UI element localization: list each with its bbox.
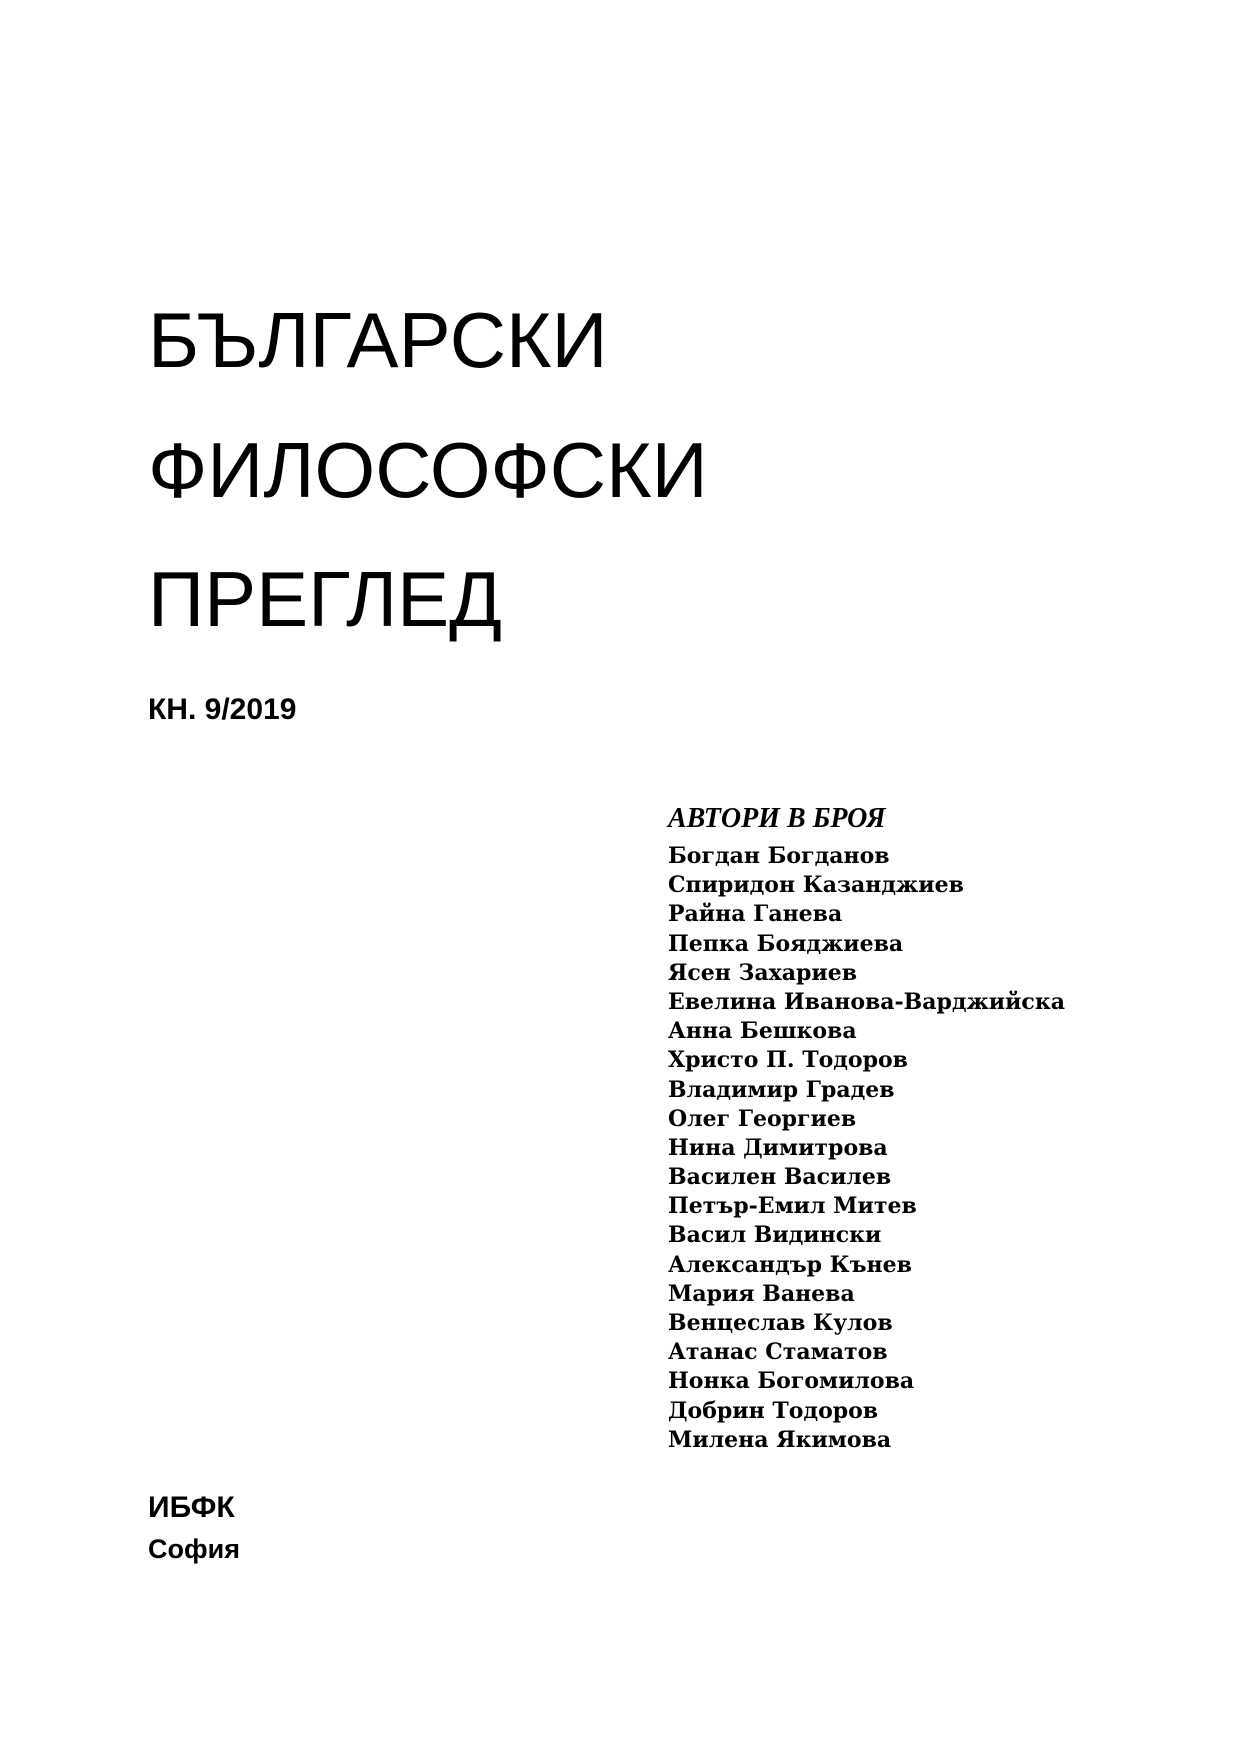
publisher-city: София [148,1534,240,1564]
author-name: Владимир Градев [668,1076,895,1103]
author-list [668,842,1065,1455]
author-name: Богдан Богданов [668,843,890,869]
author-name: Олег Георгиев [668,1105,857,1132]
author-name: Анна Бешкова [668,1018,857,1045]
publisher-name: ИБФК [148,1491,235,1524]
author-name: Евелина Иванова-Варджийска [668,988,1065,1015]
title-line-2: ФИЛОСОФСКИ [148,426,708,514]
author-name: Александър Кънев [668,1251,912,1278]
author-name: Петър-Емил Митев [668,1193,917,1220]
author-name: Нина Димитрова [668,1134,888,1161]
author-name: Васил Видински [668,1222,882,1249]
author-name: Ясен Захариев [668,959,858,986]
author-name: Венцеслав Кулов [668,1310,893,1336]
author-name: Христо П. Тодоров [668,1047,908,1074]
authors-block [668,805,1065,1455]
title-line-3: ПРЕГЛЕД [148,555,503,643]
issue-number: КН. 9/2019 [148,693,297,726]
title-line-1: БЪЛГАРСКИ [148,296,608,384]
author-name: Спиридон Казанджиев [668,872,964,899]
author-name: Райна Ганева [668,901,843,928]
author-name: Добрин Тодоров [668,1397,879,1424]
author-name: Милена Якимова [668,1426,892,1453]
author-name: Пепка Бояджиева [668,930,904,957]
author-name: Атанас Стаматов [668,1339,888,1366]
authors-heading: АВТОРИ В БРОЯ [668,803,886,834]
author-name: Нонка Богомилова [668,1368,915,1395]
author-name: Мария Ванева [668,1280,855,1307]
author-name: Василен Василев [668,1164,892,1191]
